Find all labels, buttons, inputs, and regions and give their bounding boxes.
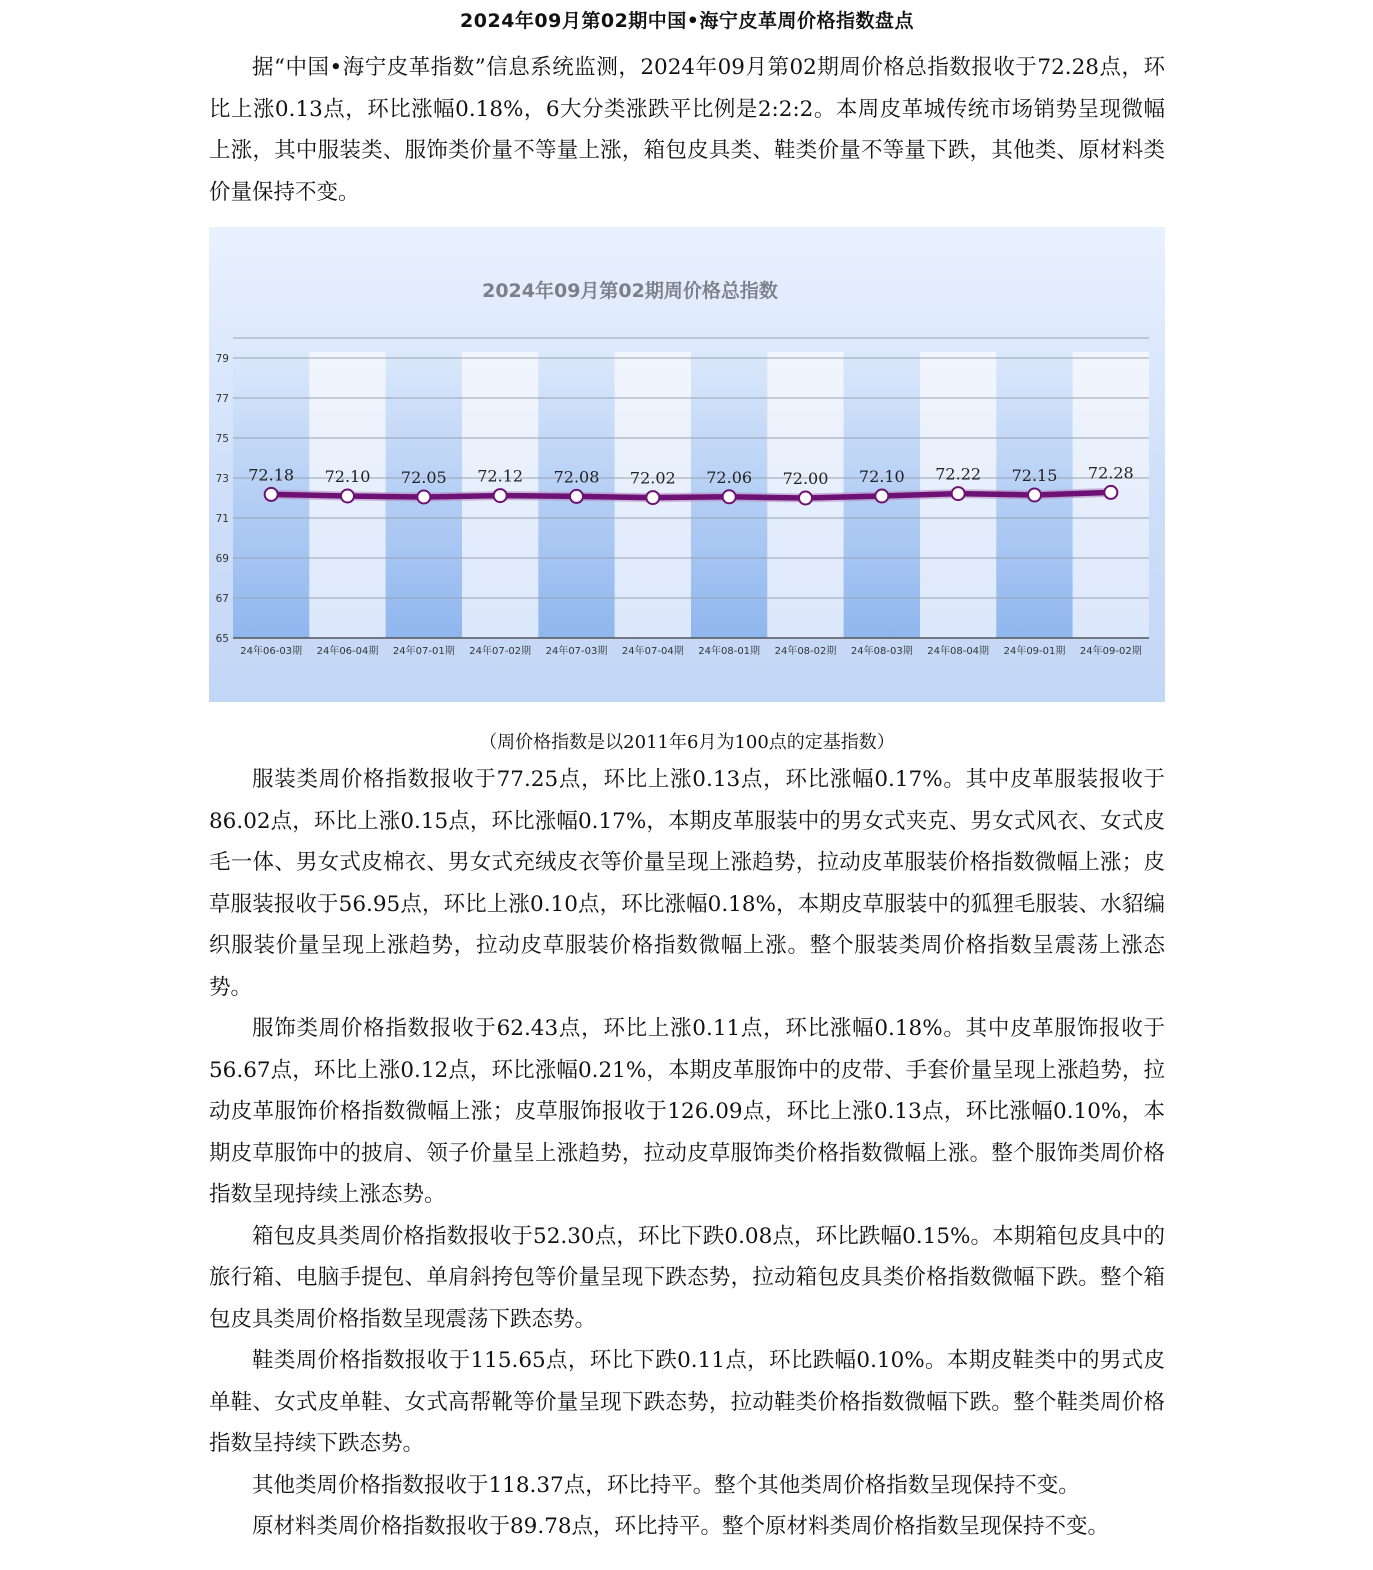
data-point: [723, 490, 736, 503]
data-point: [799, 492, 812, 505]
data-point: [265, 488, 278, 501]
data-label: 72.00: [782, 469, 829, 488]
data-label: 72.22: [935, 464, 982, 484]
paragraph-others: 其他类周价格指数报收于118.37点，环比持平。整个其他类周价格指数呈现保持不变。: [252, 1472, 1080, 1498]
y-tick-label: 65: [215, 633, 229, 645]
x-category-label: 24年07-03期: [545, 646, 608, 657]
data-label: 72.15: [1011, 466, 1058, 485]
x-category-label: 24年06-04期: [316, 646, 379, 657]
y-tick-label: 77: [215, 393, 229, 405]
x-category-label: 24年07-02期: [469, 646, 532, 657]
chart-note: （周价格指数是以2011年6月为100点的定基指数）: [479, 732, 895, 753]
data-label: 72.10: [324, 467, 371, 486]
intro-paragraph: 据“中国•海宁皮革指数”信息系统监测，2024年09月第02期周价格总指数报收于72.28点，环比上涨0.13点，环比涨幅0.18%，6大分类涨跌平比例是2:2:2。本周皮革城传统市场销势呈现微幅上涨，其中服装类、服饰类价量不等量上涨，箱包皮具类、鞋类价量不等量下跌，其他类、原材料类价量保持不变。: [209, 55, 1165, 205]
y-tick-label: 79: [215, 353, 229, 365]
data-label: 72.06: [706, 467, 753, 487]
paragraph-raw-materials: 原材料类周价格指数报收于89.78点，环比持平。整个原材料类周价格指数呈现保持不变。: [252, 1514, 1110, 1539]
y-tick-label: 73: [215, 473, 229, 485]
y-tick-label: 67: [215, 593, 229, 605]
x-category-label: 24年08-02期: [774, 646, 837, 657]
data-label: 72.10: [858, 467, 905, 486]
data-point: [646, 491, 659, 504]
data-point: [1028, 489, 1041, 502]
line-chart: [209, 227, 1165, 702]
data-label: 72.18: [248, 465, 295, 485]
y-tick-label: 69: [215, 553, 229, 565]
data-point: [417, 491, 430, 504]
paragraph-apparel: 服装类周价格指数报收于77.25点，环比上涨0.13点，环比涨幅0.17%。其中皮革服装报收于86.02点，环比上涨0.15点，环比涨幅0.17%，本期皮革服装中的男女式夹克、男女式风衣、女式皮毛一体、男女式皮棉衣、男女式充绒皮衣等价量呈现上涨趋势，拉动皮革服装价格指数微幅上涨；皮草服装报收于56.95点，环比上涨0.10点，环比涨幅0.18%，本期皮草服装中的狐狸毛服装、水貂编织服装价量呈现上涨趋势，拉动皮草服装价格指数微幅上涨。整个服装类周价格指数呈震荡上涨态势。: [209, 767, 1165, 1000]
data-label: 72.28: [1087, 463, 1134, 483]
chart-container: [209, 227, 1165, 702]
data-label: 72.08: [553, 467, 600, 487]
x-category-label: 24年08-04期: [927, 646, 990, 657]
data-label: 72.12: [477, 466, 524, 486]
chart-title: 2024年09月第02期周价格总指数: [482, 280, 778, 302]
y-tick-label: 75: [215, 433, 229, 445]
data-point: [1104, 486, 1117, 499]
document-title: 2024年09月第02期中国•海宁皮革周价格指数盘点: [460, 10, 914, 32]
x-category-label: 24年08-01期: [698, 646, 761, 657]
paragraph-accessories: 服饰类周价格指数报收于62.43点，环比上涨0.11点，环比涨幅0.18%。其中皮革服饰报收于56.67点，环比上涨0.12点，环比涨幅0.21%，本期皮革服饰中的皮带、手套价量呈现上涨趋势，拉动皮革服饰价格指数微幅上涨；皮草服饰报收于126.09点，环比上涨0.13点，环比涨幅0.10%，本期皮草服饰中的披肩、领子价量呈上涨趋势，拉动皮草服饰类价格指数微幅上涨。整个服饰类周价格指数呈现持续上涨态势。: [209, 1016, 1165, 1207]
paragraph-shoes: 鞋类周价格指数报收于115.65点，环比下跌0.11点，环比跌幅0.10%。本期皮鞋类中的男式皮单鞋、女式皮单鞋、女式高帮靴等价量呈现下跌态势，拉动鞋类价格指数微幅下跌。整个鞋类周价格指数呈持续下跌态势。: [209, 1348, 1165, 1456]
x-category-label: 24年08-03期: [850, 646, 913, 657]
data-point: [952, 487, 965, 500]
x-category-label: 24年09-01期: [1003, 646, 1066, 657]
data-point: [494, 489, 507, 502]
data-point: [341, 490, 354, 503]
x-category-label: 24年09-02期: [1079, 646, 1142, 657]
document-page: [209, 0, 1165, 1548]
x-category-label: 24年07-04期: [621, 646, 684, 657]
paragraph-bags: 箱包皮具类周价格指数报收于52.30点，环比下跌0.08点，环比跌幅0.15%。本期箱包皮具中的旅行箱、电脑手提包、单肩斜挎包等价量呈现下跌态势，拉动箱包皮具类价格指数微幅下跌。整个箱包皮具类周价格指数呈现震荡下跌态势。: [209, 1223, 1165, 1332]
y-tick-label: 71: [215, 513, 229, 525]
data-label: 72.02: [629, 468, 676, 488]
x-category-label: 24年07-01期: [392, 646, 455, 657]
data-point: [570, 490, 583, 503]
data-label: 72.05: [400, 468, 447, 487]
data-point: [875, 490, 888, 503]
x-category-label: 24年06-03期: [240, 646, 303, 657]
